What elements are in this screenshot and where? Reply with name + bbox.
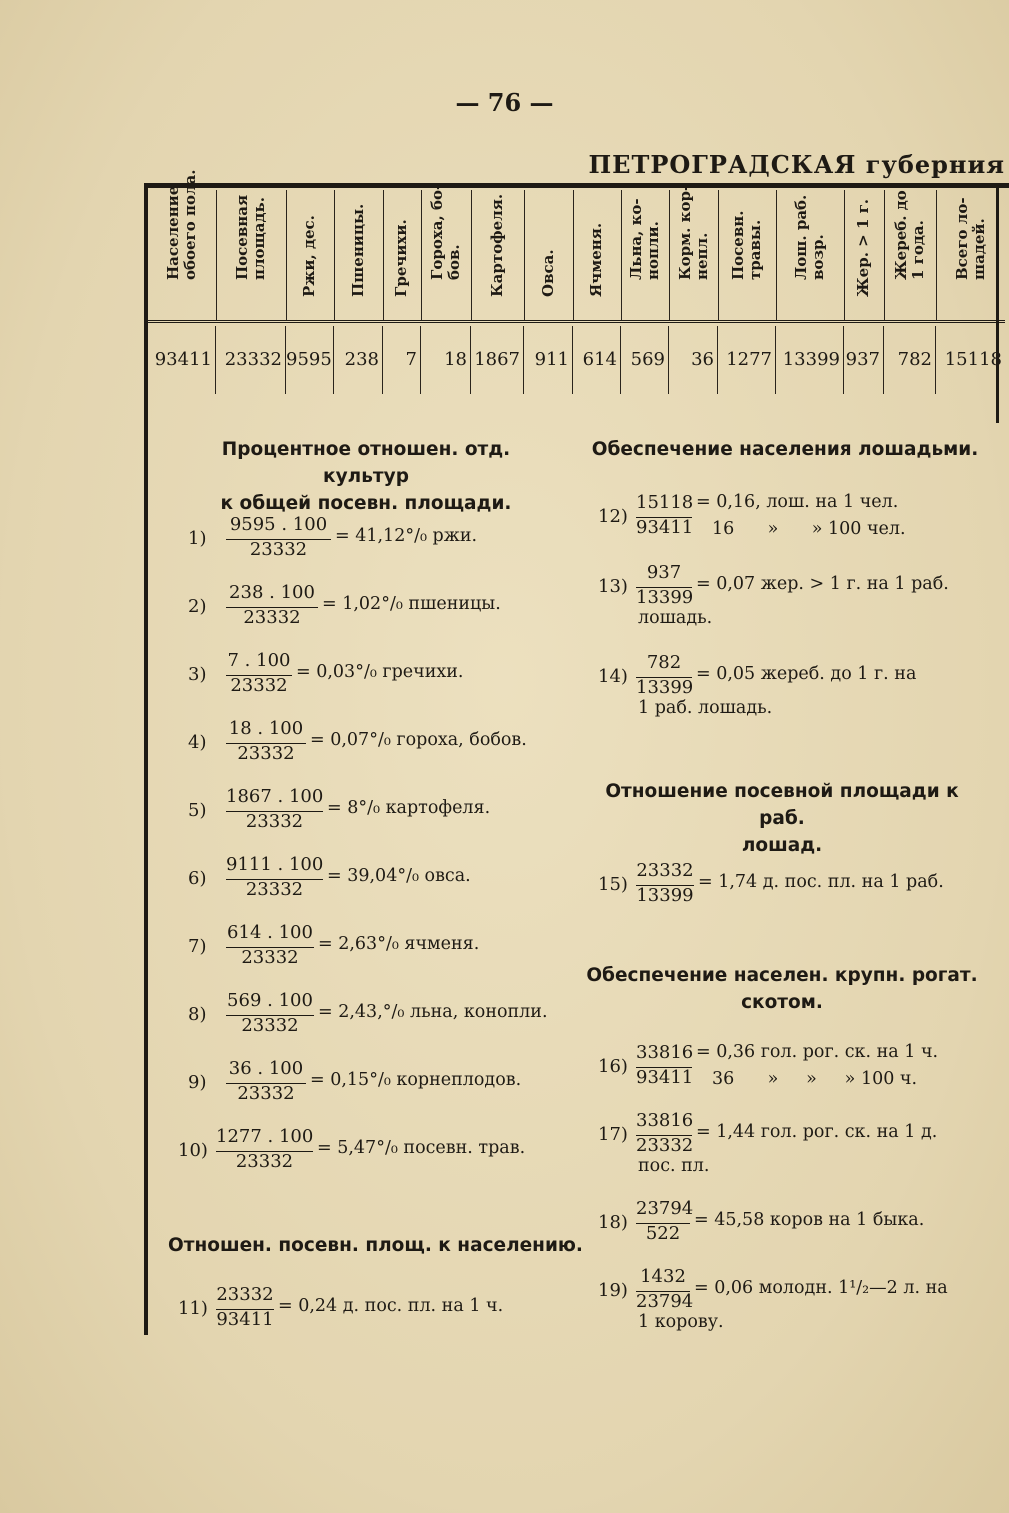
equation-17 — [598, 1110, 998, 1180]
header-root-crops — [669, 184, 719, 320]
equation-index: 11) — [178, 1298, 208, 1319]
equation-result: = 0,36 гол. рог. ск. на 1 ч. — [696, 1042, 939, 1062]
fraction-denominator: 23794 — [636, 1291, 694, 1312]
header-rye — [286, 190, 335, 320]
section-heading-horses-per-population: Обеспечение населения лошадьми. — [591, 439, 979, 460]
equation-15 — [598, 860, 998, 930]
fraction-denominator: 13399 — [636, 587, 694, 608]
header-label: Лош. раб. возр. — [792, 194, 827, 280]
equation-index: 17) — [598, 1124, 628, 1145]
fraction-denominator: 23332 — [230, 675, 288, 696]
equation-result-continued: 16 » » 100 чел. — [712, 519, 906, 539]
fraction-numerator: 937 — [646, 562, 682, 583]
header-sown-area — [216, 190, 287, 320]
equation-2 — [188, 582, 588, 652]
equation-result: = 2,43,°/₀ льна, конопли. — [318, 1002, 548, 1022]
fraction-numerator: 33816 — [636, 1110, 694, 1131]
header-label: Ржи, дес. — [300, 215, 318, 297]
equation-result: = 0,15°/₀ корнеплодов. — [310, 1070, 522, 1090]
header-label: Ячменя. — [587, 222, 605, 297]
equation-result: = 41,12°/₀ ржи. — [335, 526, 478, 546]
fraction-numerator: 9595 . 100 — [229, 514, 328, 535]
equation-index: 18) — [598, 1212, 628, 1233]
equation-result: = 39,04°/₀ овса. — [327, 866, 471, 886]
equation-index: 19) — [598, 1280, 628, 1301]
equation-9 — [188, 1058, 588, 1128]
equation-7 — [188, 922, 588, 992]
equation-8 — [188, 990, 588, 1060]
equation-result: = 0,07 жер. > 1 г. на 1 раб. — [696, 574, 949, 594]
fraction-denominator: 13399 — [636, 677, 694, 698]
equation-result: = 1,02°/₀ пшеницы. — [322, 594, 501, 614]
equation-index: 16) — [598, 1056, 628, 1077]
fraction-denominator: 23332 — [237, 1083, 295, 1104]
cell-barley: 614 — [573, 326, 621, 394]
equation-10 — [178, 1126, 578, 1196]
header-label: Население обоего пола. — [164, 169, 199, 280]
equation-result-continued: пос. пл. — [638, 1156, 710, 1176]
equation-index: 4) — [188, 732, 207, 753]
equation-index: 10) — [178, 1140, 208, 1161]
section-heading-area-per-population: Отношен. посевн. площ. к населению. — [168, 1235, 583, 1256]
header-total-horses — [936, 190, 1005, 320]
page-number: — 76 — — [455, 88, 554, 117]
fraction-denominator: 93411 — [636, 1067, 694, 1088]
equation-13 — [598, 562, 998, 632]
header-flax — [621, 190, 670, 320]
equation-index: 7) — [188, 936, 207, 957]
header-foals-under-1y — [884, 190, 937, 320]
equation-19 — [598, 1266, 998, 1336]
header-label: Посевная площадь. — [233, 194, 268, 280]
equation-result: = 0,07°/₀ гороха, бобов. — [310, 730, 527, 750]
fraction-denominator: 23332 — [245, 879, 304, 900]
fraction-numerator: 15118 — [636, 492, 694, 513]
table-top-rule — [144, 183, 1009, 188]
header-buckwheat — [383, 190, 422, 320]
section-heading-area-per-horse: Отношение посевной площади к раб. лошад. — [605, 781, 959, 856]
section-heading-cattle-per-population: Обеспечение населен. крупн. рогат. скотом. — [586, 965, 978, 1013]
equation-result-continued: 1 раб. лошадь. — [638, 698, 773, 718]
fraction-numerator: 23794 — [636, 1198, 694, 1219]
fraction-numerator: 36 . 100 — [228, 1058, 304, 1079]
equation-result-continued: 1 корову. — [638, 1312, 724, 1332]
equation-4 — [188, 718, 588, 788]
header-label: Жереб. до 1 года. — [892, 190, 927, 280]
fraction-numerator: 1867 . 100 — [226, 786, 324, 807]
fraction-numerator: 23332 — [216, 1284, 274, 1305]
fraction-numerator: 238 . 100 — [229, 582, 315, 603]
equation-index: 6) — [188, 868, 207, 889]
equation-index: 3) — [188, 664, 207, 685]
fraction-denominator: 93411 — [636, 517, 694, 538]
equation-index: 2) — [188, 596, 207, 617]
header-potatoes — [471, 190, 525, 320]
equation-3 — [188, 650, 588, 720]
equation-result: = 45,58 коров на 1 быка. — [694, 1210, 925, 1230]
cell-population: 93411 — [148, 326, 216, 394]
equation-index: 14) — [598, 666, 628, 687]
cell-grasses: 1277 — [718, 326, 776, 394]
fraction-denominator: 93411 — [216, 1309, 274, 1330]
fraction-numerator: 1277 . 100 — [216, 1126, 314, 1147]
table-header-row — [148, 169, 1005, 323]
fraction-numerator: 33816 — [636, 1042, 694, 1063]
fraction-denominator: 23332 — [235, 1151, 294, 1172]
cell-wheat: 238 — [334, 326, 383, 394]
fraction-numerator: 614 . 100 — [227, 922, 313, 943]
cell-root-crops: 36 — [669, 326, 718, 394]
header-label: Льна, ко- нопли. — [627, 198, 662, 280]
equation-result: = 0,24 д. пос. пл. на 1 ч. — [278, 1296, 504, 1316]
equation-result: = 0,05 жереб. до 1 г. на — [696, 664, 917, 684]
section-heading-crop-percent: Процентное отношен. отд. культур к общей посевн. площади. — [220, 439, 512, 514]
fraction-denominator: 23332 — [237, 743, 295, 764]
equation-result-continued: лошадь. — [638, 608, 713, 628]
equation-result: = 0,16, лош. на 1 чел. — [696, 492, 899, 512]
fraction-denominator: 23332 — [249, 539, 308, 560]
page-title: ПЕТРОГРАДСКАЯ губерния — [588, 150, 1005, 179]
cell-total-horses: 15118 — [944, 349, 1002, 370]
equation-18 — [598, 1198, 998, 1268]
equation-result: = 0,03°/₀ гречихи. — [296, 662, 464, 682]
cell-peas: 18 — [421, 326, 471, 394]
header-peas — [421, 183, 472, 320]
header-work-horses — [776, 190, 845, 320]
header-oats — [524, 190, 574, 320]
fraction-numerator: 9111 . 100 — [226, 854, 324, 875]
fraction-numerator: 18 . 100 — [228, 718, 304, 739]
fraction-numerator: 1432 — [640, 1266, 686, 1287]
cell-flax: 569 — [621, 326, 669, 394]
header-grasses — [718, 190, 777, 320]
header-wheat — [334, 190, 384, 320]
equation-14 — [598, 652, 998, 722]
equation-6 — [188, 854, 588, 924]
cell-foals-under-1y: 782 — [884, 326, 936, 394]
header-barley — [573, 190, 622, 320]
cell-buckwheat: 7 — [383, 326, 421, 394]
header-label: Картофеля. — [487, 193, 506, 297]
header-label: Посевн. травы. — [729, 210, 764, 280]
header-label: Жер. > 1 г. — [854, 198, 872, 297]
header-population — [148, 169, 217, 320]
equation-result: = 1,44 гол. рог. ск. на 1 д. — [696, 1122, 938, 1142]
fraction-denominator: 13399 — [636, 885, 694, 906]
equation-result: = 8°/₀ картофеля. — [327, 798, 491, 818]
cell-sown-area: 23332 — [216, 326, 286, 394]
equation-index: 12) — [598, 506, 628, 527]
table-data-row — [148, 326, 1005, 394]
equation-index: 1) — [188, 528, 207, 549]
cell-potatoes: 1867 — [471, 326, 524, 394]
equation-16 — [598, 1042, 998, 1112]
fraction-numerator: 782 — [646, 652, 682, 673]
header-label: Гречихи. — [392, 219, 410, 297]
equation-result: = 5,47°/₀ посевн. трав. — [317, 1138, 526, 1158]
equation-5 — [188, 786, 588, 856]
cell-rye: 9595 — [286, 326, 334, 394]
equation-index: 9) — [188, 1072, 207, 1093]
cell-oats: 911 — [524, 326, 573, 394]
equation-1 — [188, 514, 588, 584]
equation-index: 15) — [598, 874, 628, 895]
fraction-denominator: 23332 — [245, 811, 304, 832]
fraction-denominator: 522 — [645, 1223, 681, 1244]
equation-result: = 2,63°/₀ ячменя. — [318, 934, 480, 954]
equation-result: = 1,74 д. пос. пл. на 1 раб. — [698, 872, 944, 892]
equation-index: 13) — [598, 576, 628, 597]
fraction-numerator: 569 . 100 — [227, 990, 313, 1011]
fraction-denominator: 23332 — [636, 1135, 694, 1156]
header-foals-over-1y — [844, 190, 885, 320]
equation-index: 8) — [188, 1004, 207, 1025]
cell-foals-over-1y: 937 — [844, 326, 884, 394]
header-label: Всего ло- шадей. — [952, 197, 988, 280]
fraction-denominator: 23332 — [243, 607, 301, 628]
cell-work-horses: 13399 — [776, 326, 844, 394]
equation-index: 5) — [188, 800, 207, 821]
fraction-denominator: 23332 — [241, 947, 299, 968]
header-label: Корм. кор- непл. — [675, 184, 711, 280]
equation-result-continued: 36 » » » 100 ч. — [712, 1069, 918, 1089]
header-label: Гороха, бо- бов. — [428, 183, 463, 280]
equation-result: = 0,06 молодн. 1¹/₂—2 л. на — [694, 1278, 948, 1298]
fraction-numerator: 23332 — [636, 860, 694, 881]
fraction-numerator: 7 . 100 — [227, 650, 291, 671]
equation-12 — [598, 492, 998, 562]
fraction-denominator: 23332 — [241, 1015, 299, 1036]
header-label: Овса. — [538, 249, 557, 297]
header-label: Пшеницы. — [348, 203, 367, 297]
equation-11 — [178, 1284, 578, 1354]
